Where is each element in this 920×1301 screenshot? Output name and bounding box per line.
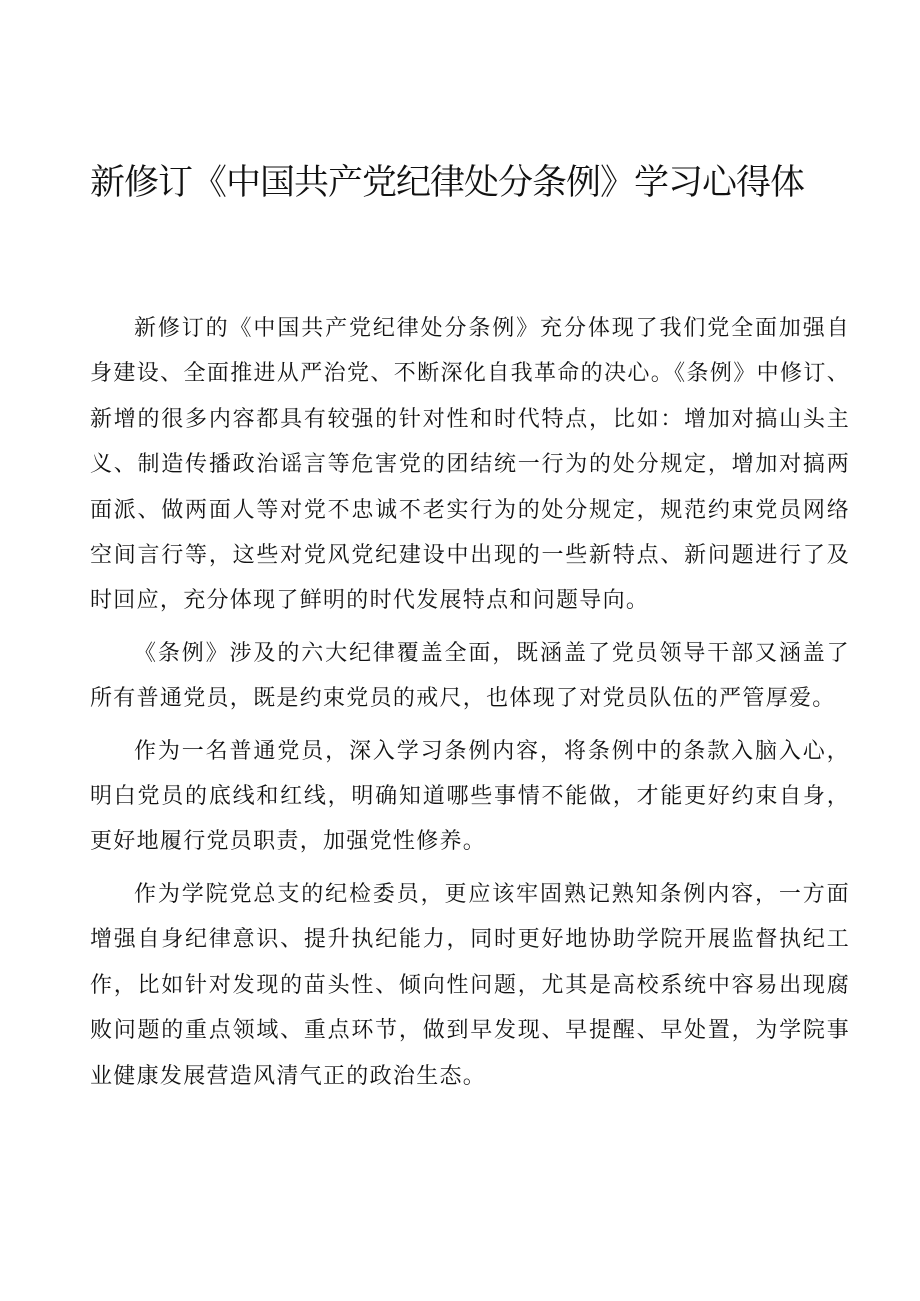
document-title: 新修订《中国共产党纪律处分条例》学习心得体	[90, 163, 805, 203]
paragraph-2: 《条例》涉及的六大纪律覆盖全面，既涵盖了党员领导干部又涵盖了所有普通党员，既是约束党员的戒尺，也体现了对党员队伍的严管厚爱。	[90, 640, 850, 712]
paragraph-4: 作为学院党总支的纪检委员，更应该牢固熟记熟知条例内容，一方面增强自身纪律意识、提升执纪能力，同时更好地协助学院开展监督执纪工作，比如针对发现的苗头性、倾向性问题，尤其是高校系统中容易出现腐败问题的重点领域、重点环节，做到早发现、早提醒、早处置，为学院事业健康发展营造风清气正的政治生态。	[90, 881, 850, 1089]
paragraph-3: 作为一名普通党员，深入学习条例内容，将条例中的条款入脑入心，明白党员的底线和红线，明确知道哪些事情不能做，才能更好约束自身，更好地履行党员职责，加强党性修养。	[90, 738, 850, 855]
paragraph-1: 新修订的《中国共产党纪律处分条例》充分体现了我们党全面加强自身建设、全面推进从严治党、不断深化自我革命的决心。《条例》中修订、新增的很多内容都具有较强的针对性和时代特点，比如：增加对搞山头主义、制造传播政治谣言等危害党的团结统一行为的处分规定，增加对搞两面派、做两面人等对党不忠诚不老实行为的处分规定，规范约束党员网络空间言行等，这些对党风党纪建设中出现的一些新特点、新问题进行了及时回应，充分体现了鲜明的时代发展特点和问题导向。	[90, 316, 850, 614]
document-body	[90, 306, 850, 1099]
